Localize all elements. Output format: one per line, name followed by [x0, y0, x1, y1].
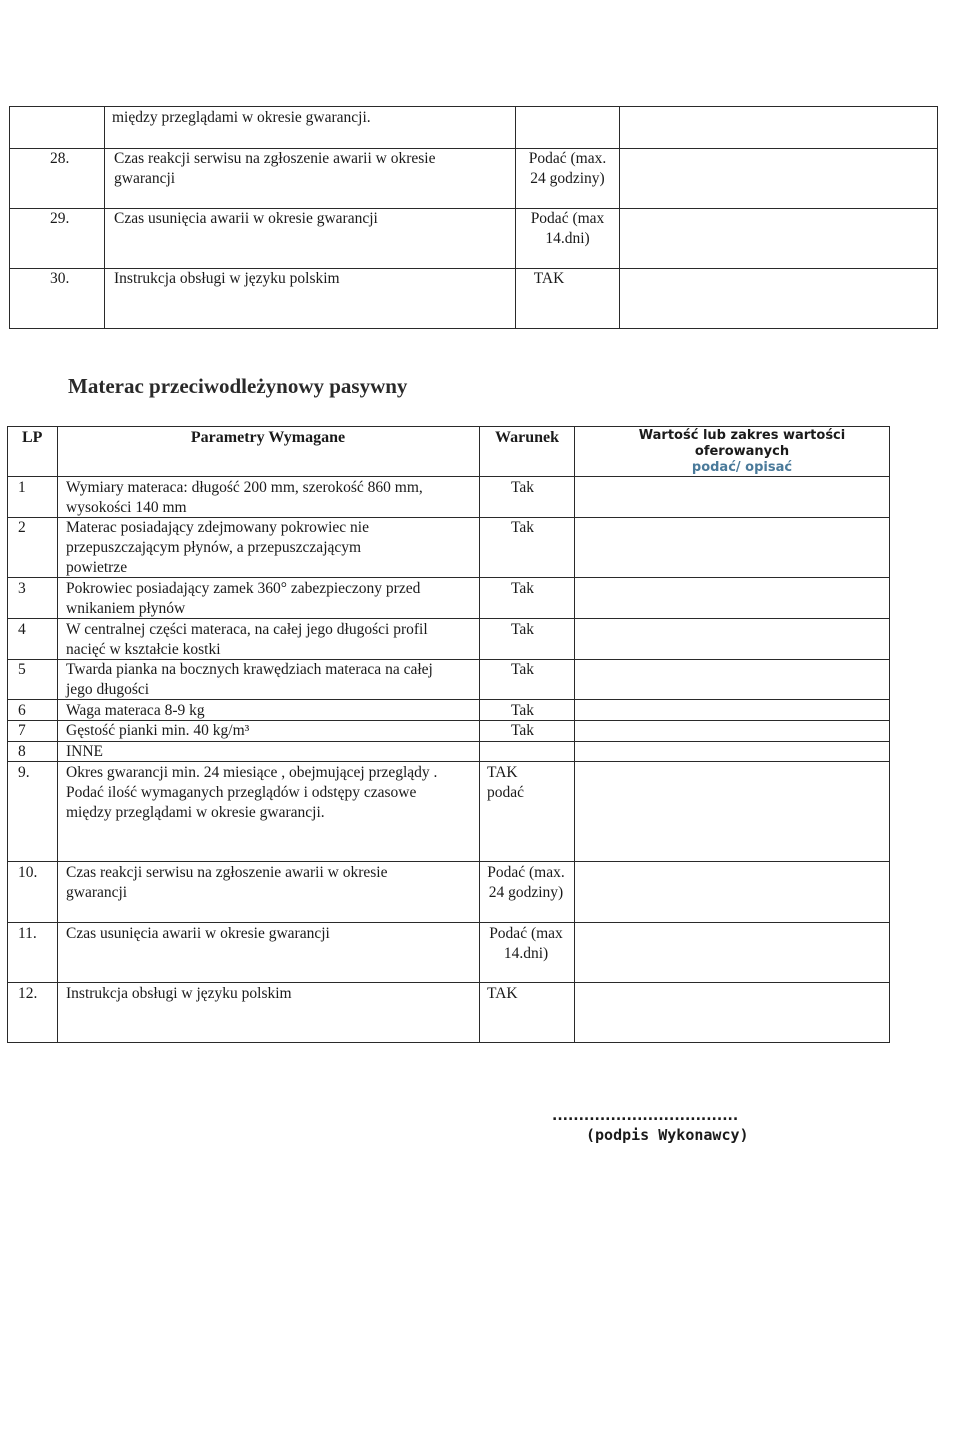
row-condition: Tak	[511, 722, 535, 739]
column-header-lp: LP	[22, 429, 43, 446]
row-condition: TAK	[533, 270, 565, 287]
row-condition: Tak	[511, 519, 535, 536]
row-text: Waga materaca 8-9 kg	[66, 702, 205, 719]
row-condition: Tak	[511, 580, 535, 597]
row-number: 1	[18, 479, 26, 496]
row-text: Instrukcja obsługi w języku polskim	[66, 985, 292, 1002]
row-number: 4	[18, 621, 26, 638]
row-text: Czas reakcji serwisu na zgłoszenie awarii w okresie gwarancji	[66, 864, 388, 901]
value-header-line3: podać/ opisać	[691, 460, 793, 475]
page-title: Materac przeciwodleżynowy pasywny	[68, 374, 408, 398]
row-condition: TAK podać	[487, 764, 525, 801]
row-number: 3	[18, 580, 26, 597]
row-text: Pokrowiec posiadający zamek 360° zabezpieczony przed wnikaniem płynów	[66, 580, 421, 617]
row-text: Czas usunięcia awarii w okresie gwarancji	[66, 925, 330, 942]
signature-label: (podpis Wykonawcy)	[586, 1126, 749, 1144]
row-text: Gęstość pianki min. 40 kg/m³	[66, 722, 250, 739]
value-header-line2: oferowanych	[694, 444, 790, 459]
row-text: Czas usunięcia awarii w okresie gwarancji	[114, 210, 378, 227]
row-number: 12.	[18, 985, 38, 1002]
row-text: Materac posiadający zdejmowany pokrowiec nie przepuszczającym płynów, a przepuszczającym powietrze	[66, 519, 369, 576]
row-number: 6	[18, 702, 26, 719]
column-header-condition: Warunek	[494, 429, 559, 446]
row-number: 9.	[18, 764, 30, 781]
row-condition: Podać (max. 24 godziny)	[487, 864, 565, 901]
row-text: Wymiary materaca: długość 200 mm, szerokość 860 mm, wysokości 140 mm	[66, 479, 423, 516]
column-header-value	[592, 428, 892, 476]
row-number: 28.	[50, 150, 70, 167]
column-header-params: Parametry Wymagane	[190, 429, 346, 446]
row-text: W centralnej części materaca, na całej jego długości profil nacięć w kształcie kostki	[66, 621, 428, 658]
row-condition: Tak	[511, 479, 535, 496]
value-header-line1: Wartość lub zakres wartości	[638, 428, 846, 443]
row-text: między przeglądami w okresie gwarancji.	[112, 109, 371, 126]
row-text: INNE	[66, 743, 104, 760]
row-condition: Tak	[511, 621, 535, 638]
row-text: Okres gwarancji min. 24 miesiące , obejmującej przeglądy . Podać ilość wymaganych przeglądów i odstępy czasowe między przeglądami w okresie gwarancji.	[66, 764, 438, 821]
row-number: 5	[18, 661, 26, 678]
row-text: Czas reakcji serwisu na zgłoszenie awarii w okresie gwarancji	[114, 150, 436, 187]
signature-line: ...................................	[552, 1108, 739, 1124]
row-condition: Tak	[511, 661, 535, 678]
row-condition: Tak	[511, 702, 535, 719]
row-number: 7	[18, 722, 26, 739]
row-number: 11.	[18, 925, 37, 942]
row-number: 29.	[50, 210, 70, 227]
row-number: 8	[18, 743, 26, 760]
table-row	[112, 108, 507, 128]
row-text: Instrukcja obsługi w języku polskim	[114, 270, 340, 287]
row-number: 30.	[50, 270, 70, 287]
row-condition: Podać (max 14.dni)	[489, 925, 563, 962]
row-number: 10.	[18, 864, 38, 881]
row-condition: Podać (max 14.dni)	[530, 210, 605, 247]
row-condition: Podać (max. 24 godziny)	[528, 150, 607, 187]
row-number: 2	[18, 519, 26, 536]
row-condition: TAK	[487, 985, 518, 1002]
row-text: Twarda pianka na bocznych krawędziach materaca na całej jego długości	[66, 661, 433, 698]
